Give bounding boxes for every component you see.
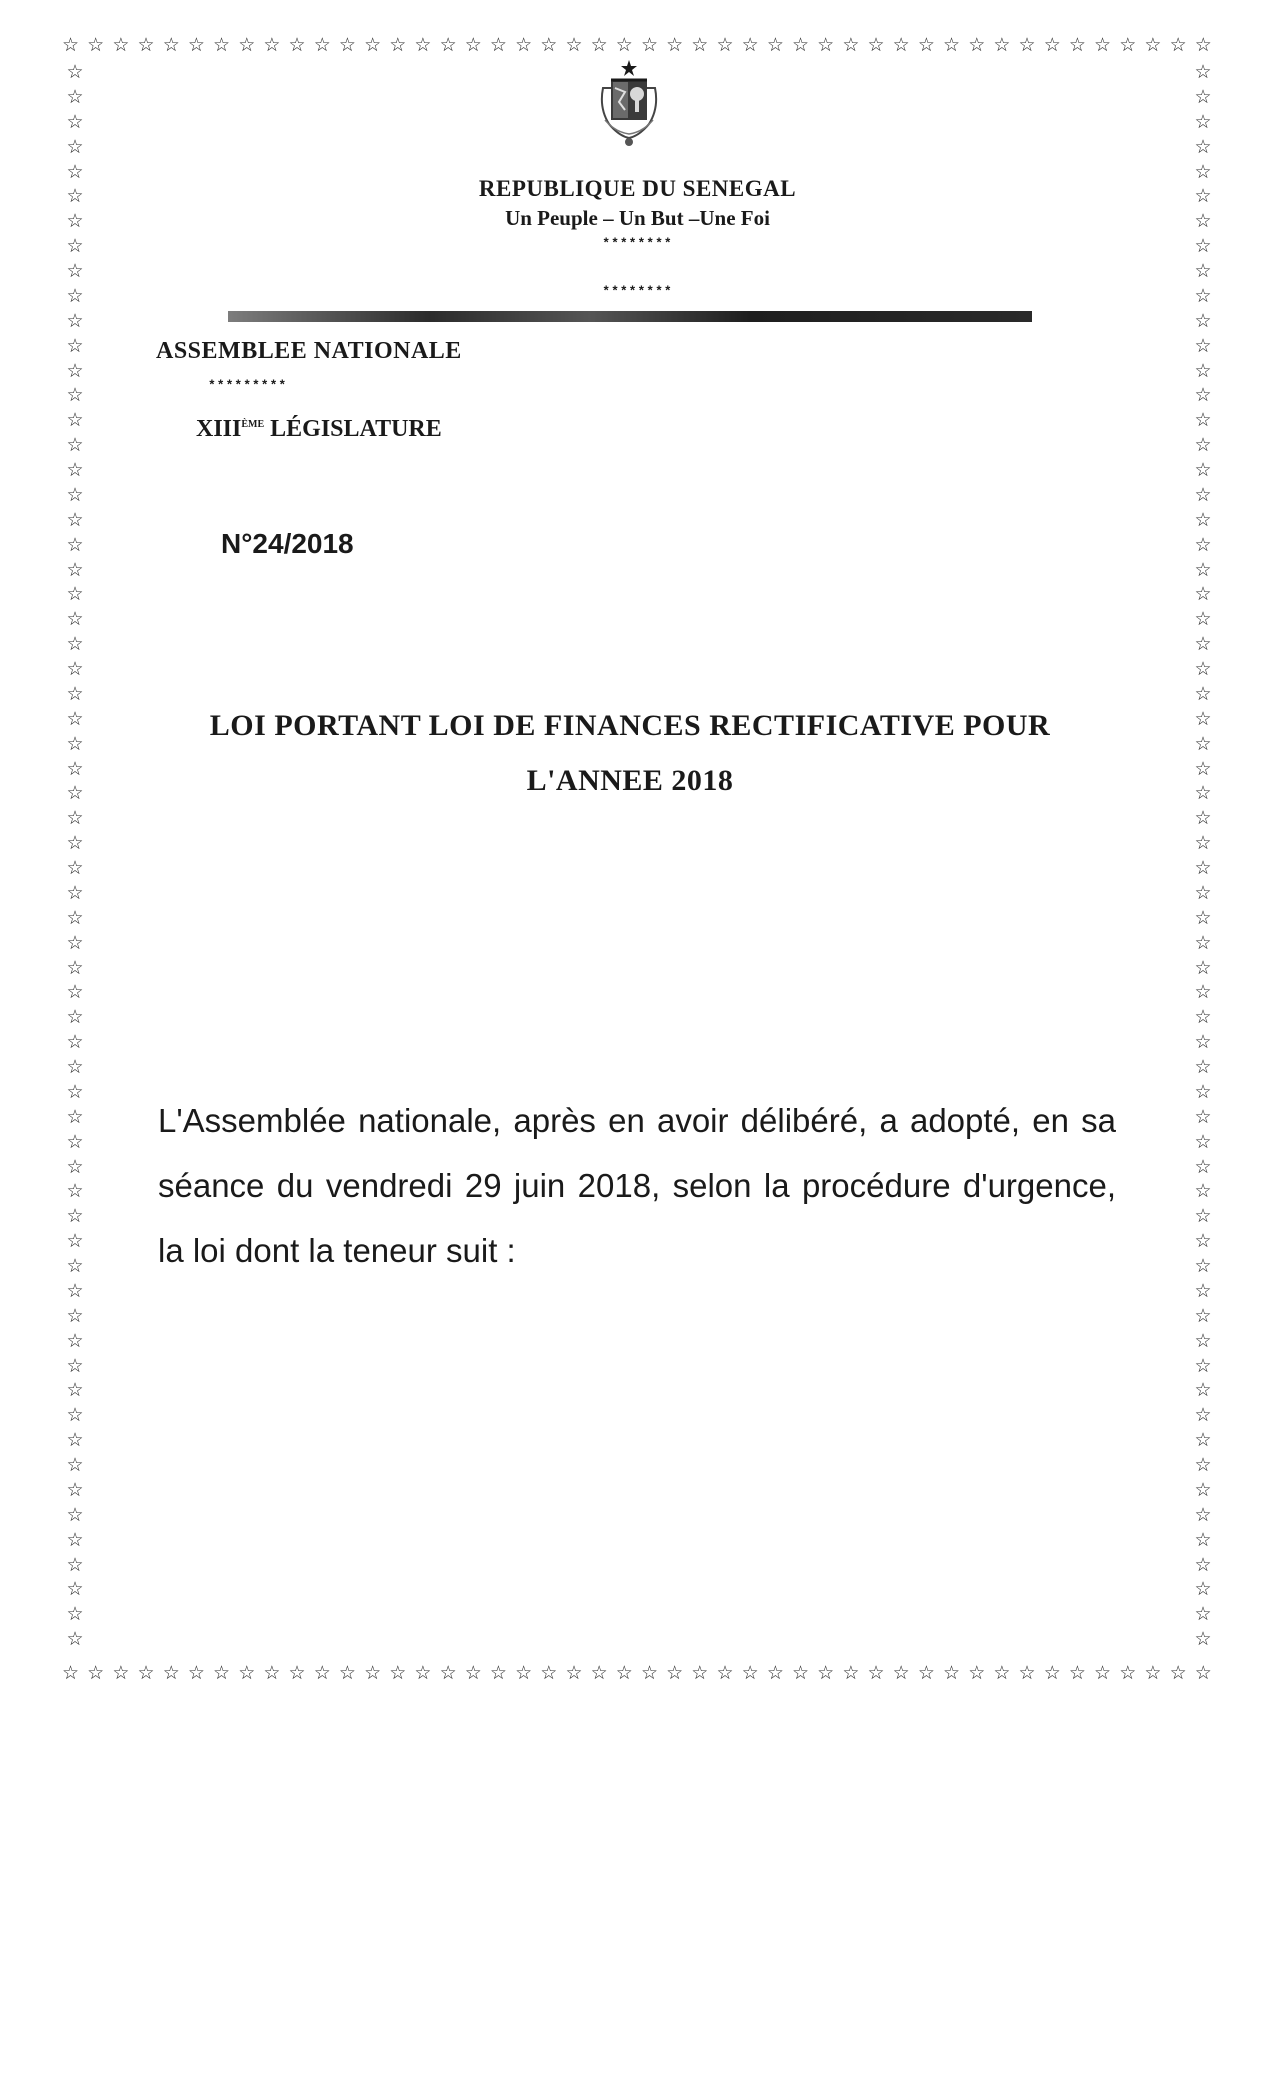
border-star: ☆ bbox=[66, 160, 84, 183]
border-star: ☆ bbox=[1194, 34, 1212, 56]
border-star: ☆ bbox=[313, 1662, 331, 1684]
border-star: ☆ bbox=[1194, 1006, 1212, 1029]
border-star: ☆ bbox=[1194, 732, 1212, 755]
border-star: ☆ bbox=[1194, 707, 1212, 730]
border-star: ☆ bbox=[66, 185, 84, 208]
border-star: ☆ bbox=[1194, 1578, 1212, 1601]
border-star: ☆ bbox=[766, 34, 784, 56]
border-star: ☆ bbox=[66, 1031, 84, 1054]
border-star: ☆ bbox=[640, 1662, 658, 1684]
border-star: ☆ bbox=[1169, 34, 1187, 56]
country-name: REPUBLIQUE DU SENEGAL bbox=[478, 176, 797, 201]
border-star: ☆ bbox=[288, 34, 306, 56]
border-star: ☆ bbox=[66, 583, 84, 606]
border-star: ☆ bbox=[741, 34, 759, 56]
border-star: ☆ bbox=[1194, 1404, 1212, 1427]
border-star: ☆ bbox=[66, 633, 84, 656]
legislature-number: XIII bbox=[196, 416, 242, 442]
border-star: ☆ bbox=[187, 34, 205, 56]
border-star: ☆ bbox=[66, 533, 84, 556]
border-star: ☆ bbox=[1194, 757, 1212, 780]
border-star: ☆ bbox=[1194, 1354, 1212, 1377]
border-star: ☆ bbox=[590, 1662, 608, 1684]
border-star: ☆ bbox=[66, 956, 84, 979]
border-star: ☆ bbox=[842, 34, 860, 56]
border-star: ☆ bbox=[338, 1662, 356, 1684]
border-star: ☆ bbox=[66, 1279, 84, 1302]
border-star: ☆ bbox=[112, 34, 130, 56]
border-star: ☆ bbox=[1194, 906, 1212, 929]
border-star: ☆ bbox=[66, 1080, 84, 1103]
law-title-line: L'ANNEE 2018 bbox=[526, 764, 734, 797]
border-star: ☆ bbox=[615, 1662, 633, 1684]
legislature-word: LÉGISLATURE bbox=[264, 416, 442, 442]
border-star: ☆ bbox=[414, 34, 432, 56]
border-star: ☆ bbox=[1194, 857, 1212, 879]
coat-of-arms-icon bbox=[585, 58, 673, 148]
border-star: ☆ bbox=[867, 34, 885, 56]
border-star: ☆ bbox=[1194, 334, 1212, 357]
border-star: ☆ bbox=[66, 260, 84, 282]
border-star: ☆ bbox=[1194, 1155, 1212, 1178]
border-star: ☆ bbox=[439, 34, 457, 56]
border-star: ☆ bbox=[565, 34, 583, 56]
border-star: ☆ bbox=[66, 1578, 84, 1601]
border-star: ☆ bbox=[1194, 1255, 1212, 1277]
border-star: ☆ bbox=[1194, 260, 1212, 282]
border-star: ☆ bbox=[1194, 1230, 1212, 1253]
border-star: ☆ bbox=[66, 1379, 84, 1402]
border-star: ☆ bbox=[66, 309, 84, 332]
border-star: ☆ bbox=[66, 1180, 84, 1203]
border-star: ☆ bbox=[66, 1230, 84, 1253]
border-star: ☆ bbox=[66, 1329, 84, 1352]
border-star: ☆ bbox=[1194, 309, 1212, 332]
border-star: ☆ bbox=[515, 34, 533, 56]
border-star: ☆ bbox=[1194, 583, 1212, 606]
border-star: ☆ bbox=[1194, 1279, 1212, 1302]
border-star: ☆ bbox=[66, 1528, 84, 1551]
border-star: ☆ bbox=[66, 210, 84, 233]
border-star: ☆ bbox=[238, 1662, 256, 1684]
border-star: ☆ bbox=[1144, 34, 1162, 56]
horizontal-rule bbox=[228, 311, 1032, 322]
border-star: ☆ bbox=[66, 1205, 84, 1228]
border-star: ☆ bbox=[993, 34, 1011, 56]
border-star: ☆ bbox=[66, 707, 84, 730]
border-star: ☆ bbox=[338, 34, 356, 56]
border-star: ☆ bbox=[1194, 1662, 1212, 1684]
border-star: ☆ bbox=[464, 34, 482, 56]
separator-asterisks: ******** bbox=[602, 236, 673, 251]
separator-asterisks: ********* bbox=[208, 378, 288, 393]
border-star: ☆ bbox=[1194, 807, 1212, 830]
border-star: ☆ bbox=[66, 658, 84, 680]
border-star: ☆ bbox=[1194, 1553, 1212, 1576]
border-star: ☆ bbox=[1194, 1205, 1212, 1228]
border-star: ☆ bbox=[66, 1056, 84, 1078]
border-star: ☆ bbox=[1194, 931, 1212, 954]
border-star: ☆ bbox=[489, 34, 507, 56]
border-star: ☆ bbox=[691, 1662, 709, 1684]
border-star: ☆ bbox=[66, 1105, 84, 1128]
border-star: ☆ bbox=[1169, 1662, 1187, 1684]
border-star: ☆ bbox=[1194, 782, 1212, 805]
border-star: ☆ bbox=[66, 757, 84, 780]
border-star: ☆ bbox=[1194, 1478, 1212, 1501]
border-star: ☆ bbox=[66, 931, 84, 954]
border-star: ☆ bbox=[66, 832, 84, 855]
border-star: ☆ bbox=[540, 1662, 558, 1684]
border-star: ☆ bbox=[213, 34, 231, 56]
border-star: ☆ bbox=[943, 1662, 961, 1684]
border-star: ☆ bbox=[66, 1404, 84, 1427]
border-star: ☆ bbox=[1043, 34, 1061, 56]
border-star: ☆ bbox=[1194, 608, 1212, 631]
border-star: ☆ bbox=[1068, 1662, 1086, 1684]
border-star: ☆ bbox=[162, 34, 180, 56]
border-star: ☆ bbox=[66, 135, 84, 158]
border-star: ☆ bbox=[1194, 1031, 1212, 1054]
border-star: ☆ bbox=[1194, 359, 1212, 382]
border-star: ☆ bbox=[288, 1662, 306, 1684]
border-star: ☆ bbox=[66, 1304, 84, 1327]
legislature-ordinal: ÈME bbox=[241, 419, 265, 430]
border-star: ☆ bbox=[943, 34, 961, 56]
border-star: ☆ bbox=[1194, 1454, 1212, 1476]
border-star: ☆ bbox=[66, 881, 84, 904]
border-star: ☆ bbox=[66, 434, 84, 457]
border-star: ☆ bbox=[1194, 1379, 1212, 1402]
border-star: ☆ bbox=[489, 1662, 507, 1684]
border-star: ☆ bbox=[66, 284, 84, 307]
border-star: ☆ bbox=[87, 1662, 105, 1684]
border-star: ☆ bbox=[1194, 61, 1212, 83]
border-star: ☆ bbox=[389, 34, 407, 56]
border-star: ☆ bbox=[892, 34, 910, 56]
border-star: ☆ bbox=[66, 1503, 84, 1526]
border-star: ☆ bbox=[66, 483, 84, 506]
border-star: ☆ bbox=[691, 34, 709, 56]
border-star: ☆ bbox=[66, 1603, 84, 1626]
border-star: ☆ bbox=[1194, 956, 1212, 979]
border-star: ☆ bbox=[917, 1662, 935, 1684]
border-star: ☆ bbox=[162, 1662, 180, 1684]
border-star: ☆ bbox=[1144, 1662, 1162, 1684]
border-star: ☆ bbox=[1194, 459, 1212, 481]
border-star: ☆ bbox=[968, 1662, 986, 1684]
border-star: ☆ bbox=[66, 608, 84, 631]
border-star: ☆ bbox=[364, 34, 382, 56]
border-star: ☆ bbox=[917, 34, 935, 56]
border-star: ☆ bbox=[66, 981, 84, 1004]
border-star: ☆ bbox=[1194, 235, 1212, 258]
border-star: ☆ bbox=[590, 34, 608, 56]
border-star: ☆ bbox=[66, 1478, 84, 1501]
border-star: ☆ bbox=[1194, 434, 1212, 457]
border-star: ☆ bbox=[87, 34, 105, 56]
border-star: ☆ bbox=[716, 1662, 734, 1684]
border-star: ☆ bbox=[66, 85, 84, 108]
border-star: ☆ bbox=[1094, 1662, 1112, 1684]
border-star: ☆ bbox=[1018, 34, 1036, 56]
border-star: ☆ bbox=[389, 1662, 407, 1684]
border-star: ☆ bbox=[817, 1662, 835, 1684]
separator-asterisks: ******** bbox=[602, 284, 673, 299]
border-star: ☆ bbox=[1194, 508, 1212, 531]
border-star: ☆ bbox=[1194, 1528, 1212, 1551]
border-star: ☆ bbox=[1194, 1080, 1212, 1103]
enactment-paragraph: L'Assemblée nationale, après en avoir délibéré, a adopté, en sa séance du vendredi 29 juin 2018, selon la procédure d'urgence, la loi dont la teneur suit : bbox=[158, 1102, 1116, 1269]
border-star: ☆ bbox=[66, 1628, 84, 1651]
border-star: ☆ bbox=[66, 732, 84, 755]
border-star: ☆ bbox=[213, 1662, 231, 1684]
border-star: ☆ bbox=[1194, 483, 1212, 506]
border-star: ☆ bbox=[414, 1662, 432, 1684]
border-star: ☆ bbox=[439, 1662, 457, 1684]
border-star: ☆ bbox=[66, 682, 84, 705]
border-star: ☆ bbox=[1194, 384, 1212, 407]
border-star: ☆ bbox=[1043, 1662, 1061, 1684]
border-star: ☆ bbox=[137, 34, 155, 56]
border-star: ☆ bbox=[1194, 533, 1212, 556]
border-star: ☆ bbox=[1194, 85, 1212, 108]
border-star: ☆ bbox=[1194, 110, 1212, 133]
border-star: ☆ bbox=[66, 558, 84, 581]
border-star: ☆ bbox=[766, 1662, 784, 1684]
border-star: ☆ bbox=[1194, 160, 1212, 183]
border-star: ☆ bbox=[1194, 1304, 1212, 1327]
border-star: ☆ bbox=[1194, 832, 1212, 855]
border-star: ☆ bbox=[66, 384, 84, 407]
law-title-line: LOI PORTANT LOI DE FINANCES RECTIFICATIVE POUR bbox=[209, 709, 1051, 742]
border-star: ☆ bbox=[1194, 284, 1212, 307]
border-star: ☆ bbox=[1194, 558, 1212, 581]
border-star: ☆ bbox=[66, 782, 84, 805]
border-star: ☆ bbox=[640, 34, 658, 56]
border-star: ☆ bbox=[1194, 1603, 1212, 1626]
border-star: ☆ bbox=[66, 1354, 84, 1377]
border-star: ☆ bbox=[263, 1662, 281, 1684]
border-star: ☆ bbox=[66, 1130, 84, 1153]
law-title bbox=[150, 698, 1110, 808]
border-star: ☆ bbox=[66, 235, 84, 258]
border-star: ☆ bbox=[1194, 1429, 1212, 1452]
border-star: ☆ bbox=[66, 1454, 84, 1476]
star-border-top bbox=[62, 32, 1212, 58]
border-star: ☆ bbox=[66, 857, 84, 879]
border-star: ☆ bbox=[464, 1662, 482, 1684]
border-star: ☆ bbox=[1194, 1329, 1212, 1352]
border-star: ☆ bbox=[1194, 633, 1212, 656]
border-star: ☆ bbox=[1119, 34, 1137, 56]
border-star: ☆ bbox=[62, 1662, 80, 1684]
border-star: ☆ bbox=[1194, 658, 1212, 680]
national-motto: Un Peuple – Un But –Une Foi bbox=[505, 206, 770, 230]
border-star: ☆ bbox=[1194, 881, 1212, 904]
border-star: ☆ bbox=[66, 508, 84, 531]
border-star: ☆ bbox=[1194, 1503, 1212, 1526]
border-star: ☆ bbox=[1094, 34, 1112, 56]
border-star: ☆ bbox=[112, 1662, 130, 1684]
border-star: ☆ bbox=[1194, 1628, 1212, 1651]
border-star: ☆ bbox=[817, 34, 835, 56]
border-star: ☆ bbox=[565, 1662, 583, 1684]
star-border-bottom bbox=[62, 1660, 1212, 1686]
border-star: ☆ bbox=[1194, 185, 1212, 208]
border-star: ☆ bbox=[1194, 1130, 1212, 1153]
border-star: ☆ bbox=[1018, 1662, 1036, 1684]
border-star: ☆ bbox=[137, 1662, 155, 1684]
border-star: ☆ bbox=[615, 34, 633, 56]
border-star: ☆ bbox=[791, 1662, 810, 1684]
border-star: ☆ bbox=[62, 34, 80, 56]
border-star: ☆ bbox=[540, 34, 558, 56]
border-star: ☆ bbox=[1194, 210, 1212, 233]
border-star: ☆ bbox=[1194, 682, 1212, 705]
border-star: ☆ bbox=[1194, 135, 1212, 158]
border-star: ☆ bbox=[364, 1662, 382, 1684]
border-star: ☆ bbox=[66, 409, 84, 432]
institution-name: ASSEMBLEE NATIONALE bbox=[156, 338, 462, 364]
border-star: ☆ bbox=[66, 459, 84, 481]
border-star: ☆ bbox=[842, 1662, 860, 1684]
border-star: ☆ bbox=[66, 359, 84, 382]
border-star: ☆ bbox=[666, 1662, 684, 1684]
border-star: ☆ bbox=[892, 1662, 910, 1684]
law-number: N°24/2018 bbox=[221, 528, 354, 559]
border-star: ☆ bbox=[1068, 34, 1086, 56]
border-star: ☆ bbox=[263, 34, 281, 56]
border-star: ☆ bbox=[187, 1662, 205, 1684]
border-star: ☆ bbox=[66, 1006, 84, 1029]
border-star: ☆ bbox=[66, 61, 84, 83]
border-star: ☆ bbox=[1194, 981, 1212, 1004]
border-star: ☆ bbox=[66, 1553, 84, 1576]
border-star: ☆ bbox=[791, 34, 810, 56]
border-star: ☆ bbox=[1194, 1180, 1212, 1203]
border-star: ☆ bbox=[1194, 1105, 1212, 1128]
border-star: ☆ bbox=[66, 1429, 84, 1452]
border-star: ☆ bbox=[515, 1662, 533, 1684]
border-star: ☆ bbox=[741, 1662, 759, 1684]
border-star: ☆ bbox=[666, 34, 684, 56]
border-star: ☆ bbox=[238, 34, 256, 56]
border-star: ☆ bbox=[313, 34, 331, 56]
border-star: ☆ bbox=[66, 906, 84, 929]
border-star: ☆ bbox=[66, 110, 84, 133]
border-star: ☆ bbox=[993, 1662, 1011, 1684]
border-star: ☆ bbox=[968, 34, 986, 56]
border-star: ☆ bbox=[66, 807, 84, 830]
border-star: ☆ bbox=[716, 34, 734, 56]
border-star: ☆ bbox=[1119, 1662, 1137, 1684]
border-star: ☆ bbox=[66, 1155, 84, 1178]
border-star: ☆ bbox=[1194, 1056, 1212, 1078]
border-star: ☆ bbox=[66, 334, 84, 357]
border-star: ☆ bbox=[66, 1255, 84, 1277]
border-star: ☆ bbox=[867, 1662, 885, 1684]
border-star: ☆ bbox=[1194, 409, 1212, 432]
legislature-label bbox=[196, 416, 442, 443]
